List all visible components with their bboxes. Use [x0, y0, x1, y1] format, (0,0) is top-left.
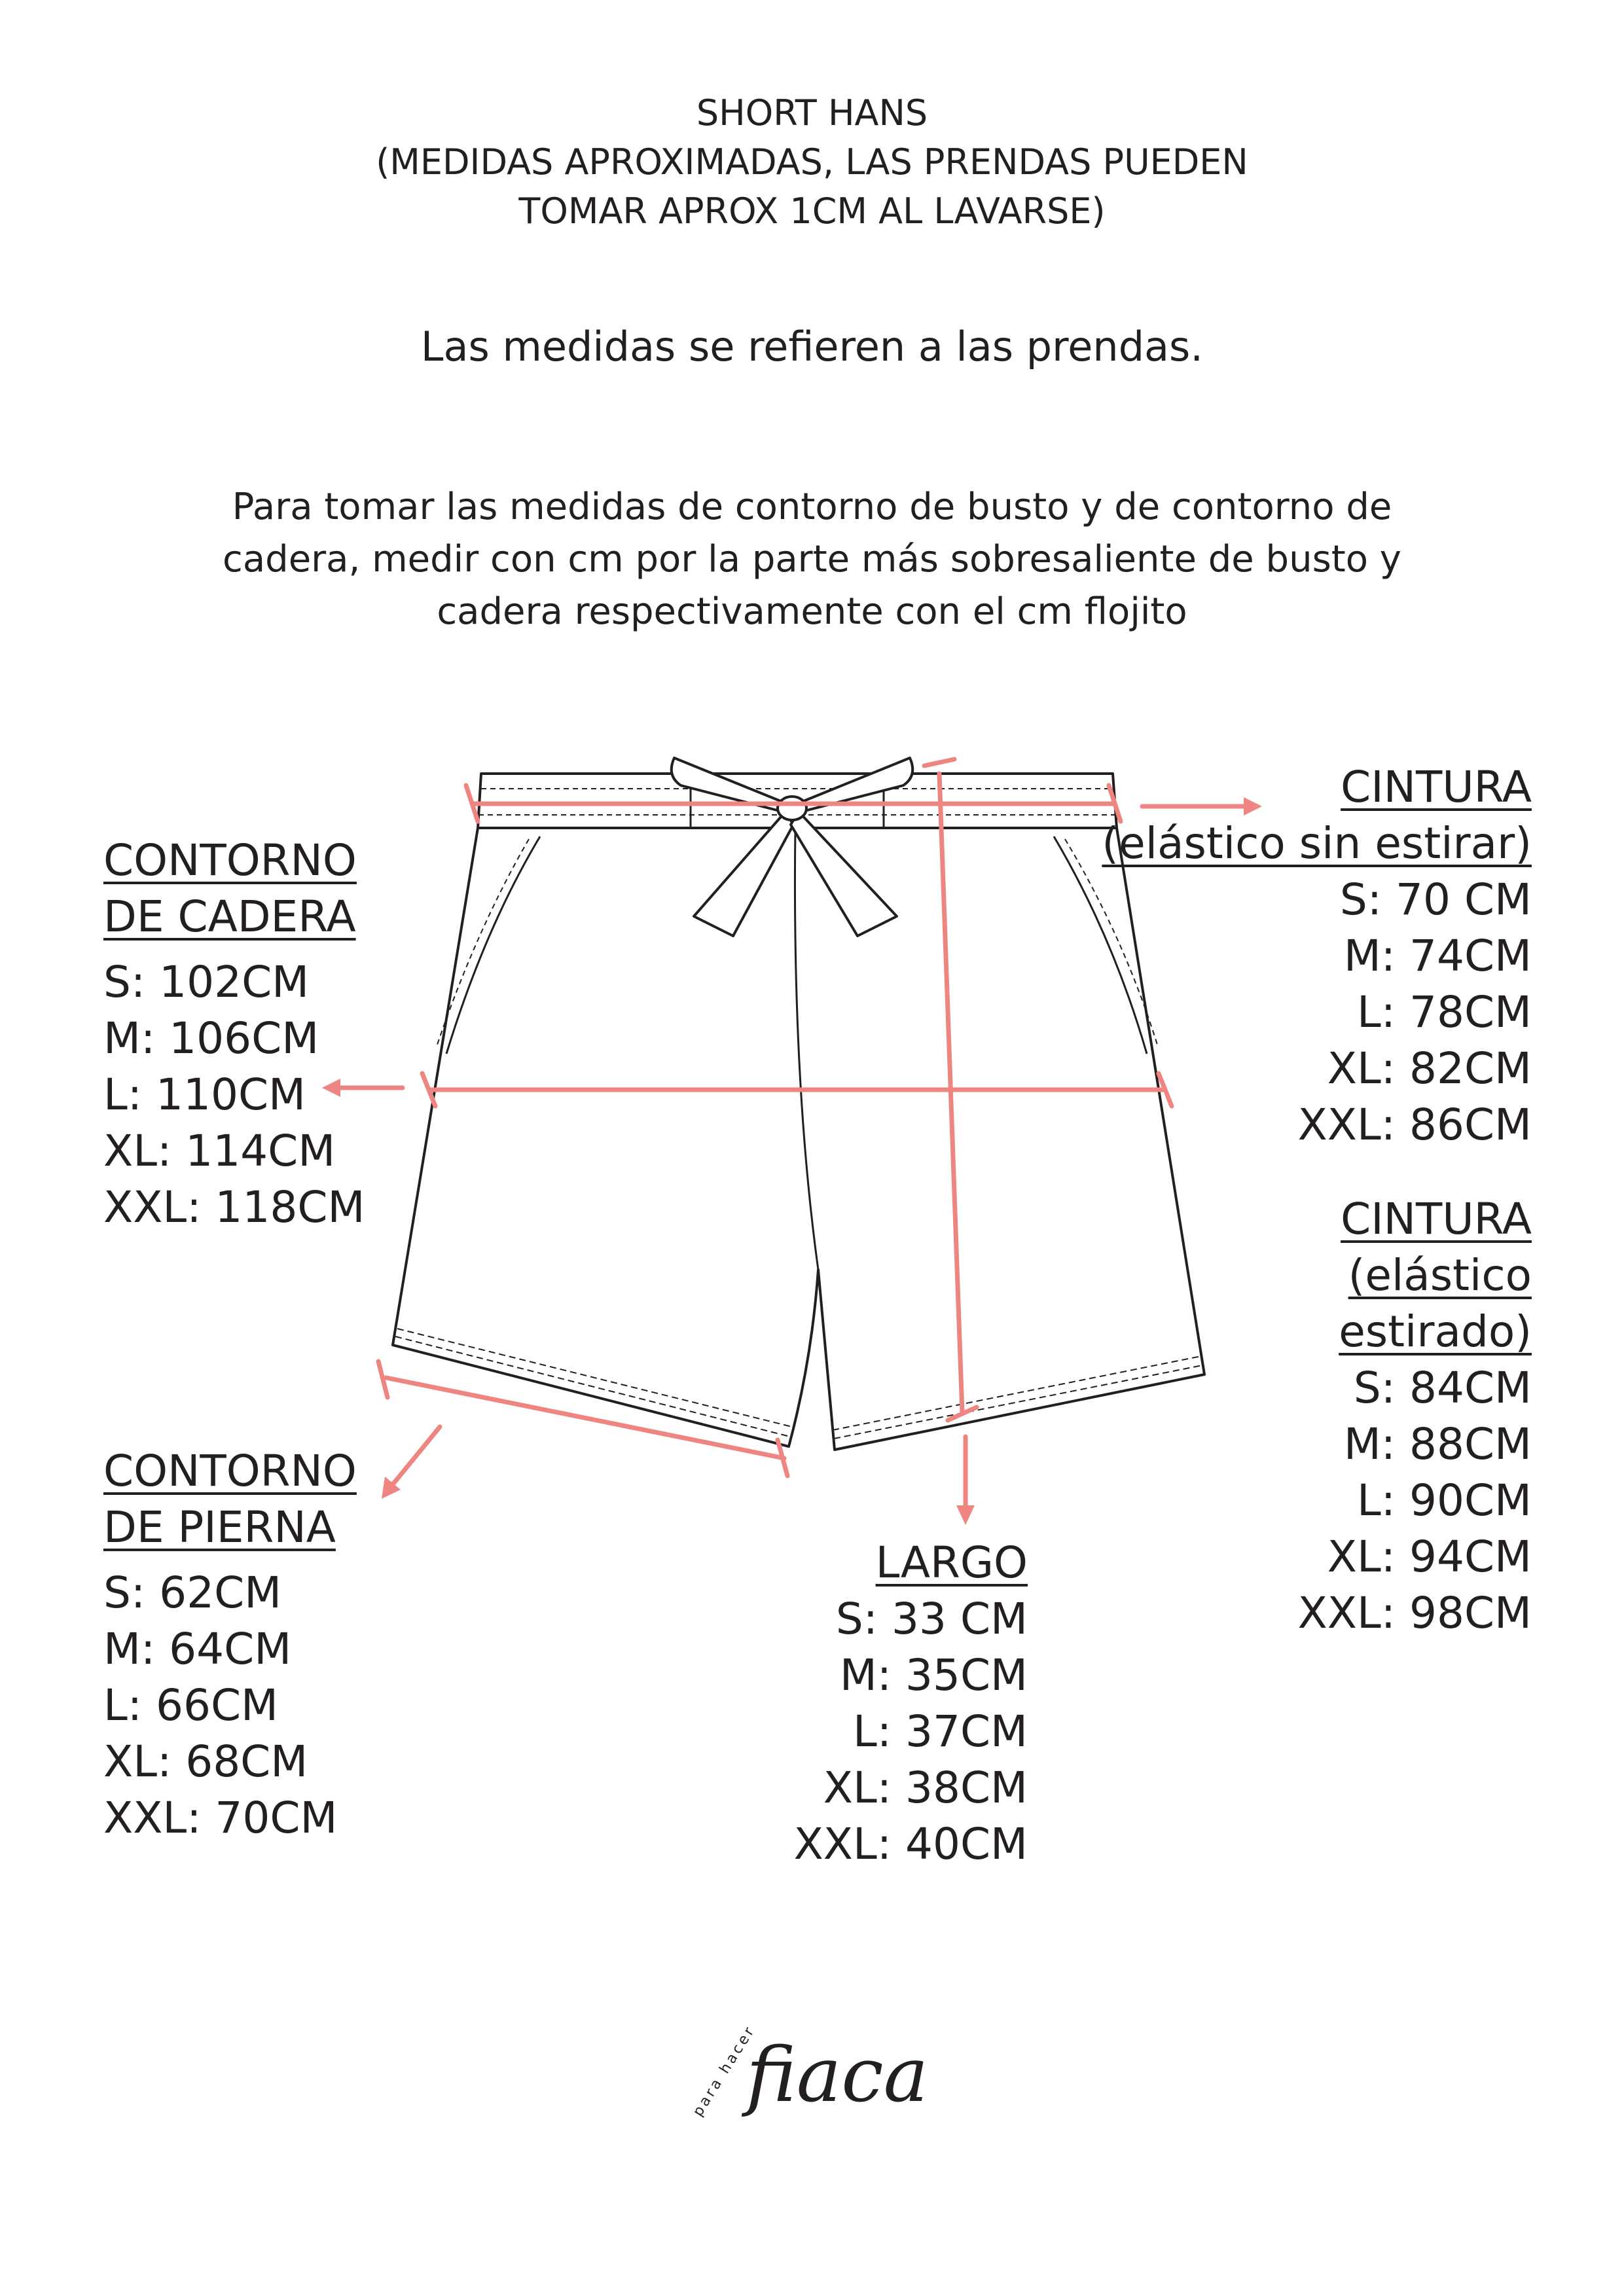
- leg-measurements: [103, 1443, 470, 1846]
- hip-heading-1: CONTORNO: [103, 835, 357, 886]
- leg-size-l: L: 66CM: [103, 1680, 278, 1731]
- waist-stretched-heading-2: (elástico: [1348, 1250, 1532, 1300]
- waist-unstretched-heading-1: CINTURA: [1341, 762, 1532, 812]
- waist-stretched-size-m: M: 88CM: [1343, 1419, 1532, 1469]
- hip-measurements: [103, 833, 470, 1236]
- length-size-m: M: 35CM: [839, 1650, 1028, 1700]
- leg-heading-2: DE PIERNA: [103, 1502, 336, 1552]
- waist-stretched-heading-1: CINTURA: [1341, 1194, 1532, 1244]
- title-line-3: TOMAR APROX 1CM AL LAVARSE): [518, 190, 1106, 232]
- brand-small-text: para hacer: [689, 2022, 759, 2120]
- instruction-line-2: cadera, medir con cm por la parte más sobresaliente de busto y: [223, 538, 1401, 581]
- instruction-line-1: Para tomar las medidas de contorno de busto y de contorno de: [232, 486, 1392, 528]
- brand-logo: [661, 2003, 949, 2134]
- length-measure-line: [939, 774, 962, 1412]
- leg-size-xl: XL: 68CM: [103, 1736, 308, 1787]
- leg-size-xxl: XXL: 70CM: [103, 1793, 338, 1843]
- brand-name: fiaca: [746, 2032, 929, 2119]
- center-seam: [795, 828, 818, 1270]
- hip-size-m: M: 106CM: [103, 1013, 319, 1064]
- shorts-body: [393, 828, 1204, 1450]
- length-size-xxl: XXL: 40CM: [793, 1819, 1028, 1869]
- waist-unstretched-size-xl: XL: 82CM: [1327, 1043, 1532, 1094]
- waist-unstretched-size-s: S: 70 CM: [1339, 874, 1532, 925]
- length-measurements: [720, 1535, 1028, 1873]
- leg-size-s: S: 62CM: [103, 1568, 282, 1618]
- shorts-outline: [393, 758, 1204, 1450]
- waist-unstretched-size-xxl: XXL: 86CM: [1297, 1100, 1532, 1150]
- title-line-1: SHORT HANS: [696, 92, 928, 134]
- waist-unstretched-size-m: M: 74CM: [1343, 931, 1532, 981]
- waist-stretched-size-xxl: XXL: 98CM: [1297, 1588, 1532, 1638]
- leg-heading-1: CONTORNO: [103, 1446, 357, 1496]
- left-hem: [397, 1329, 792, 1427]
- subtitle: Las medidas se refieren a las prendas.: [420, 323, 1204, 370]
- waist-stretched-measurements: [1087, 1191, 1532, 1641]
- hip-size-xl: XL: 114CM: [103, 1126, 336, 1176]
- waist-stretched-size-xl: XL: 94CM: [1327, 1532, 1532, 1582]
- instruction-line-3: cadera respectivamente con el cm flojito: [437, 590, 1187, 633]
- leg-size-m: M: 64CM: [103, 1624, 292, 1674]
- waist-stretched-size-l: L: 90CM: [1357, 1475, 1532, 1526]
- hip-heading-2: DE CADERA: [103, 891, 356, 942]
- length-size-l: L: 37CM: [853, 1706, 1028, 1757]
- drawstring-bow: [672, 758, 912, 936]
- hip-size-s: S: 102CM: [103, 957, 310, 1007]
- length-heading: LARGO: [875, 1537, 1028, 1588]
- length-size-s: S: 33 CM: [835, 1594, 1028, 1644]
- length-size-xl: XL: 38CM: [823, 1763, 1028, 1813]
- waist-stretched-heading-3: estirado): [1339, 1306, 1532, 1357]
- waist-unstretched-size-l: L: 78CM: [1357, 987, 1532, 1037]
- waist-unstretched-measurements: [1087, 759, 1532, 1153]
- title-line-2: (MEDIDAS APROXIMADAS, LAS PRENDAS PUEDEN: [376, 141, 1248, 183]
- hip-size-xxl: XXL: 118CM: [103, 1182, 365, 1232]
- waist-unstretched-heading-2: (elástico sin estirar): [1102, 818, 1532, 869]
- hip-size-l: L: 110CM: [103, 1069, 306, 1120]
- waist-stretched-size-s: S: 84CM: [1353, 1363, 1532, 1413]
